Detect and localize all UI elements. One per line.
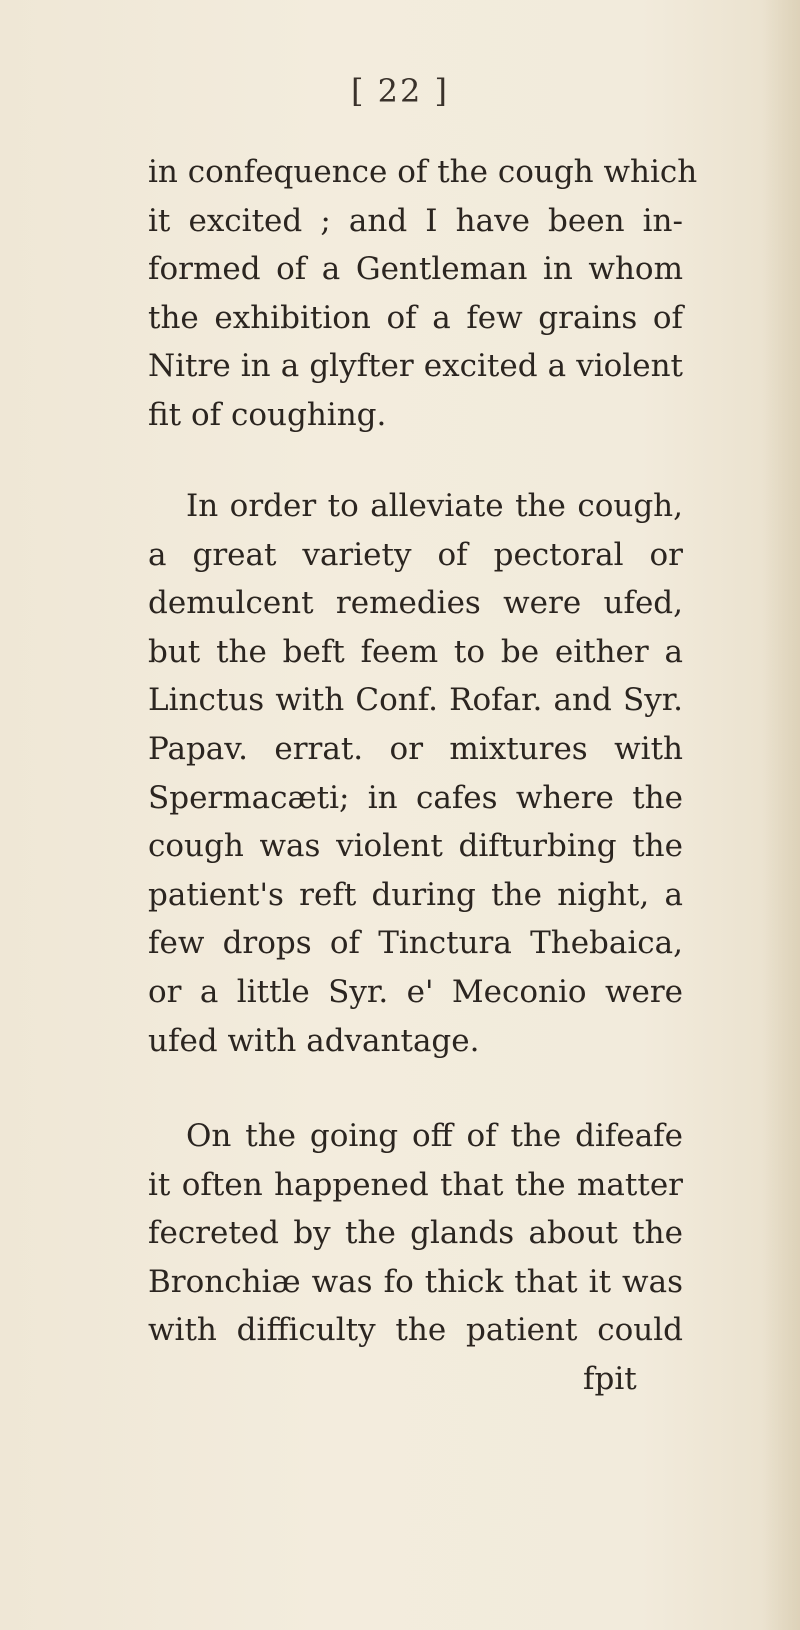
text-line: Bronchiæ was fo thick that it was [148,1263,683,1300]
text-line: but the beft feem to be either a [148,633,683,670]
paragraph-2 [148,482,683,1065]
text-line: ufed with advantage. [148,1022,480,1059]
text-line: fit of coughing. [148,396,387,433]
text-line: Papav. errat. or mixtures with [148,730,683,767]
page-number-header: [ 22 ] [350,72,450,110]
text-line: Nitre in a glyfter excited a violent [148,348,683,385]
text-line: a great variety of pectoral or [148,536,683,573]
paragraph-1 [148,148,698,440]
text-line: fecreted by the glands about the [148,1215,683,1252]
text-line: Linctus with Conf. Rofar. and Syr. [148,682,683,719]
text-line: few drops of Tinctura Thebaica, [148,925,683,962]
text-line: On the going off of the difeafe [186,1118,683,1154]
text-line: formed of a Gentleman in whom [148,251,683,288]
paragraph-3 [148,1112,683,1355]
text-line: demulcent remedies were ufed, [148,585,683,622]
text-line: in confequence of the cough which [148,154,698,190]
text-line: with difficulty the patient could [148,1312,683,1349]
text-line: Spermacæti; in cafes where the [148,779,683,816]
text-line: In order to alleviate the cough, [186,488,683,524]
text-line: the exhibition of a few grains of [148,299,683,336]
text-line: it often happened that the matter [148,1166,683,1203]
text-line: patient's reft during the night, a [148,876,683,913]
text-line: or a little Syr. e' Meconio were [148,973,683,1010]
page-edge-shadow [762,0,800,1630]
catchword: fpit [583,1361,637,1397]
text-line: cough was violent difturbing the [148,828,683,865]
text-line: it excited ; and I have been in- [148,202,683,239]
